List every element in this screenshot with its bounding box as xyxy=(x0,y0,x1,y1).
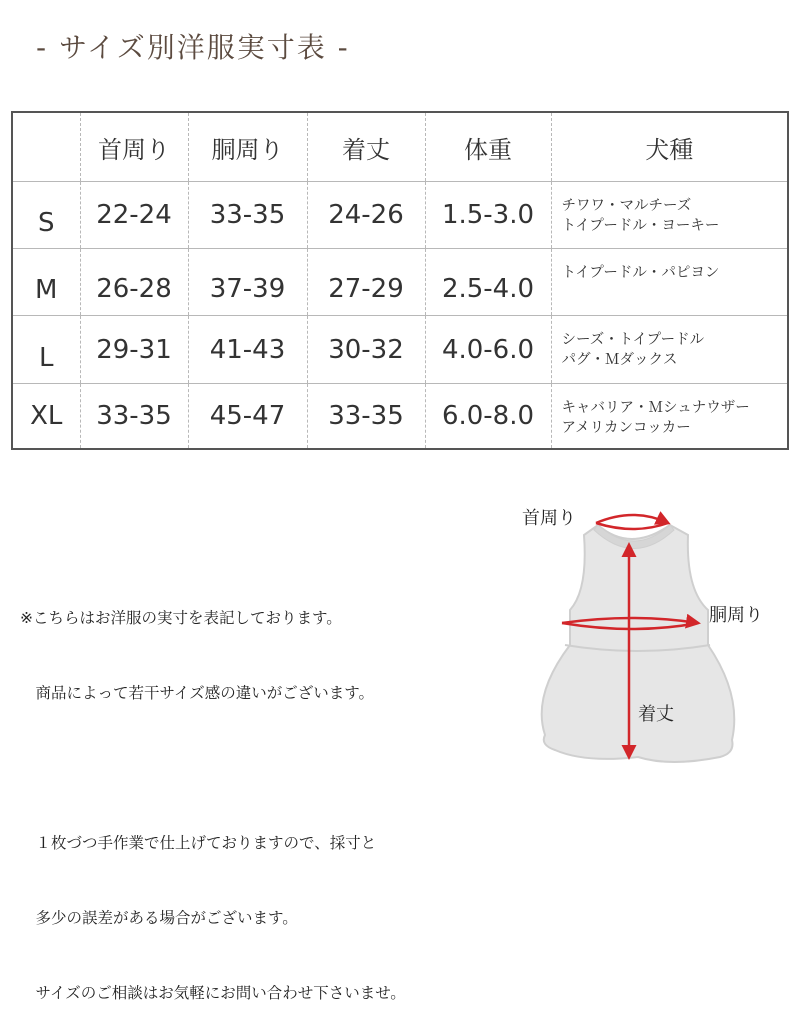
weight-cell: 2.5-4.0 xyxy=(425,249,551,316)
note-line: １枚づつ手作業で仕上げておりますので、採寸と xyxy=(20,834,377,852)
neck-cell: 29-31 xyxy=(80,316,188,384)
header-length: 着丈 xyxy=(307,113,425,182)
chest-cell: 33-35 xyxy=(188,182,307,249)
table-row xyxy=(13,384,787,449)
note-line: サイズのご相談はお気軽にお問い合わせ下さいませ。 xyxy=(20,984,406,1002)
neck-arrow xyxy=(596,515,668,523)
neck-arrow-back xyxy=(596,523,668,529)
length-cell: 24-26 xyxy=(307,182,425,249)
length-cell: 27-29 xyxy=(307,249,425,316)
note-line: 多少の誤差がある場合がございます。 xyxy=(20,909,298,927)
chest-cell: 45-47 xyxy=(188,384,307,449)
length-cell: 33-35 xyxy=(307,384,425,449)
size-cell: L xyxy=(13,316,80,384)
breed-line: アメリカンコッカー xyxy=(561,420,691,436)
weight-cell: 6.0-8.0 xyxy=(425,384,551,449)
note-line: 商品によって若干サイズ感の違いがございます。 xyxy=(20,684,375,702)
weight-cell: 1.5-3.0 xyxy=(425,182,551,249)
note-line xyxy=(20,756,520,781)
header-chest: 胴周り xyxy=(188,113,307,182)
length-cell: 30-32 xyxy=(307,316,425,384)
table-row xyxy=(13,249,787,316)
breed-line: シーズ・トイプードル xyxy=(561,332,705,348)
size-cell: XL xyxy=(13,384,80,449)
chest-cell: 41-43 xyxy=(188,316,307,384)
breed-cell xyxy=(551,316,787,384)
neck-cell: 33-35 xyxy=(80,384,188,449)
breed-line: トイプードル・パピヨン xyxy=(561,265,720,281)
notes-block xyxy=(20,556,520,1031)
length-label: 着丈 xyxy=(638,704,674,725)
weight-cell: 4.0-6.0 xyxy=(425,316,551,384)
table-row xyxy=(13,182,787,249)
chest-cell: 37-39 xyxy=(188,249,307,316)
breed-line: チワワ・マルチーズ xyxy=(561,198,692,214)
table-row xyxy=(13,316,787,384)
size-cell: S xyxy=(13,182,80,249)
breed-line: トイプードル・ヨーキー xyxy=(561,218,720,234)
neck-cell: 22-24 xyxy=(80,182,188,249)
size-table xyxy=(11,111,789,450)
chest-label: 胴周り xyxy=(709,605,763,626)
garment-illustration xyxy=(510,495,800,800)
breed-line: キャバリア・Ｍシュナウザー xyxy=(561,400,750,416)
breed-line: パグ・Ｍダックス xyxy=(561,352,678,368)
breed-cell xyxy=(551,182,787,249)
page-title: - サイズ別洋服実寸表 - xyxy=(36,31,350,64)
header-neck: 首周り xyxy=(80,113,188,182)
breed-cell xyxy=(551,384,787,449)
dress-body-shape xyxy=(542,525,735,762)
header-size xyxy=(13,113,80,182)
table-header-row xyxy=(13,113,787,182)
neck-label: 首周り xyxy=(522,508,576,529)
note-line: ※こちらはお洋服の実寸を表記しております。 xyxy=(20,609,342,627)
header-weight: 体重 xyxy=(425,113,551,182)
breed-cell xyxy=(551,249,787,316)
measurement-diagram xyxy=(510,495,800,800)
size-cell: M xyxy=(13,249,80,316)
header-breed: 犬種 xyxy=(551,113,787,182)
neck-cell: 26-28 xyxy=(80,249,188,316)
